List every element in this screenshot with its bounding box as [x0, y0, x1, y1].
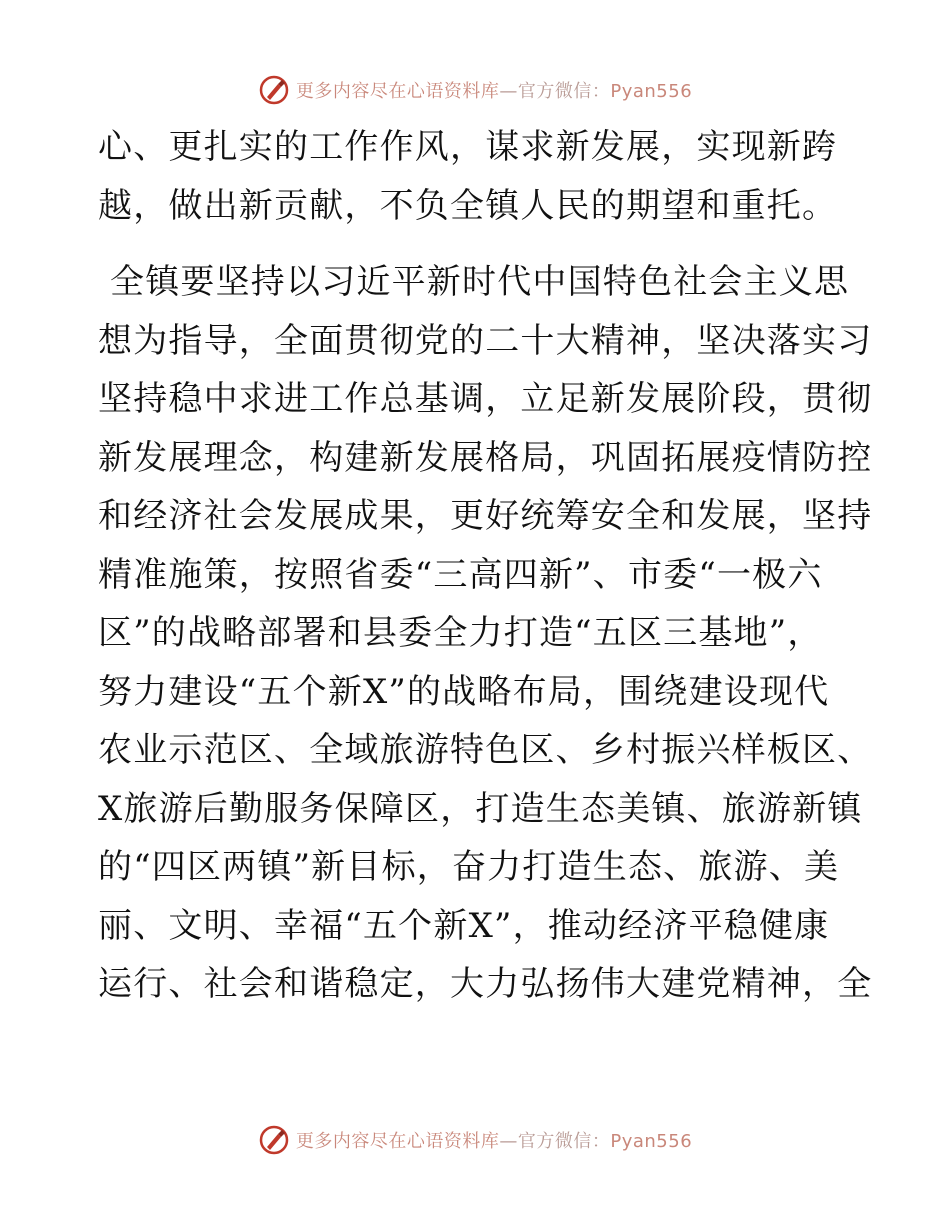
- text-line: 丽、文明、幸福“五个新X”，推动经济平稳健康: [98, 905, 830, 946]
- watermark-text: [296, 1127, 692, 1153]
- paragraph: [98, 253, 873, 1014]
- pen-nib-icon: [258, 74, 290, 106]
- text-line: 农业示范区、全域旅游特色区、乡村振兴样板区、: [98, 730, 873, 770]
- text-line: 努力建设“五个新X”的战略布局，围绕建设现代: [98, 671, 830, 712]
- text-line: 的“四区两镇”新目标，奋力打造生态、旅游、美: [98, 847, 840, 887]
- text-line: 区”的战略部署和县委全力打造“五区三基地”，: [98, 613, 823, 653]
- text-line: 心、更扎实的工作作风，谋求新发展，实现新跨: [98, 127, 838, 167]
- paragraph: [98, 118, 858, 235]
- pen-nib-icon: [258, 1124, 290, 1156]
- text-line: 运行、社会和谐稳定，大力弘扬伟大建党精神，全: [98, 964, 873, 1004]
- watermark-main: 更多内容尽在心语资料库: [295, 1131, 500, 1152]
- footer-watermark: [0, 1120, 950, 1160]
- document-body: [98, 118, 873, 1014]
- watermark-separator: —官方微信：: [499, 1131, 611, 1152]
- text-line: X旅游后勤服务保障区，打造生态美镇、旅游新镇: [98, 788, 863, 829]
- text-line: 坚持稳中求进工作总基调，立足新发展阶段，贯彻: [98, 379, 873, 419]
- header-watermark: [0, 70, 950, 110]
- text-line: 精准施策，按照省委“三高四新”、市委“一极六: [98, 554, 823, 595]
- text-line: 越，做出新贡献，不负全镇人民的期望和重托。: [98, 185, 838, 226]
- watermark-main: 更多内容尽在心语资料库: [295, 81, 500, 102]
- text-line: 全镇要坚持以习近平新时代中国特色社会主义思: [98, 262, 850, 302]
- text-line: 想为指导，全面贯彻党的二十大精神，坚决落实习: [98, 320, 873, 361]
- text-line: 和经济社会发展成果，更好统筹安全和发展，坚持: [98, 496, 873, 536]
- text-line: 新发展理念，构建新发展格局，巩固拓展疫情防控: [98, 437, 873, 478]
- watermark-id: Pyan556: [610, 1131, 693, 1152]
- watermark-id: Pyan556: [610, 81, 693, 102]
- watermark-separator: —官方微信：: [499, 81, 611, 102]
- watermark-text: [296, 77, 692, 103]
